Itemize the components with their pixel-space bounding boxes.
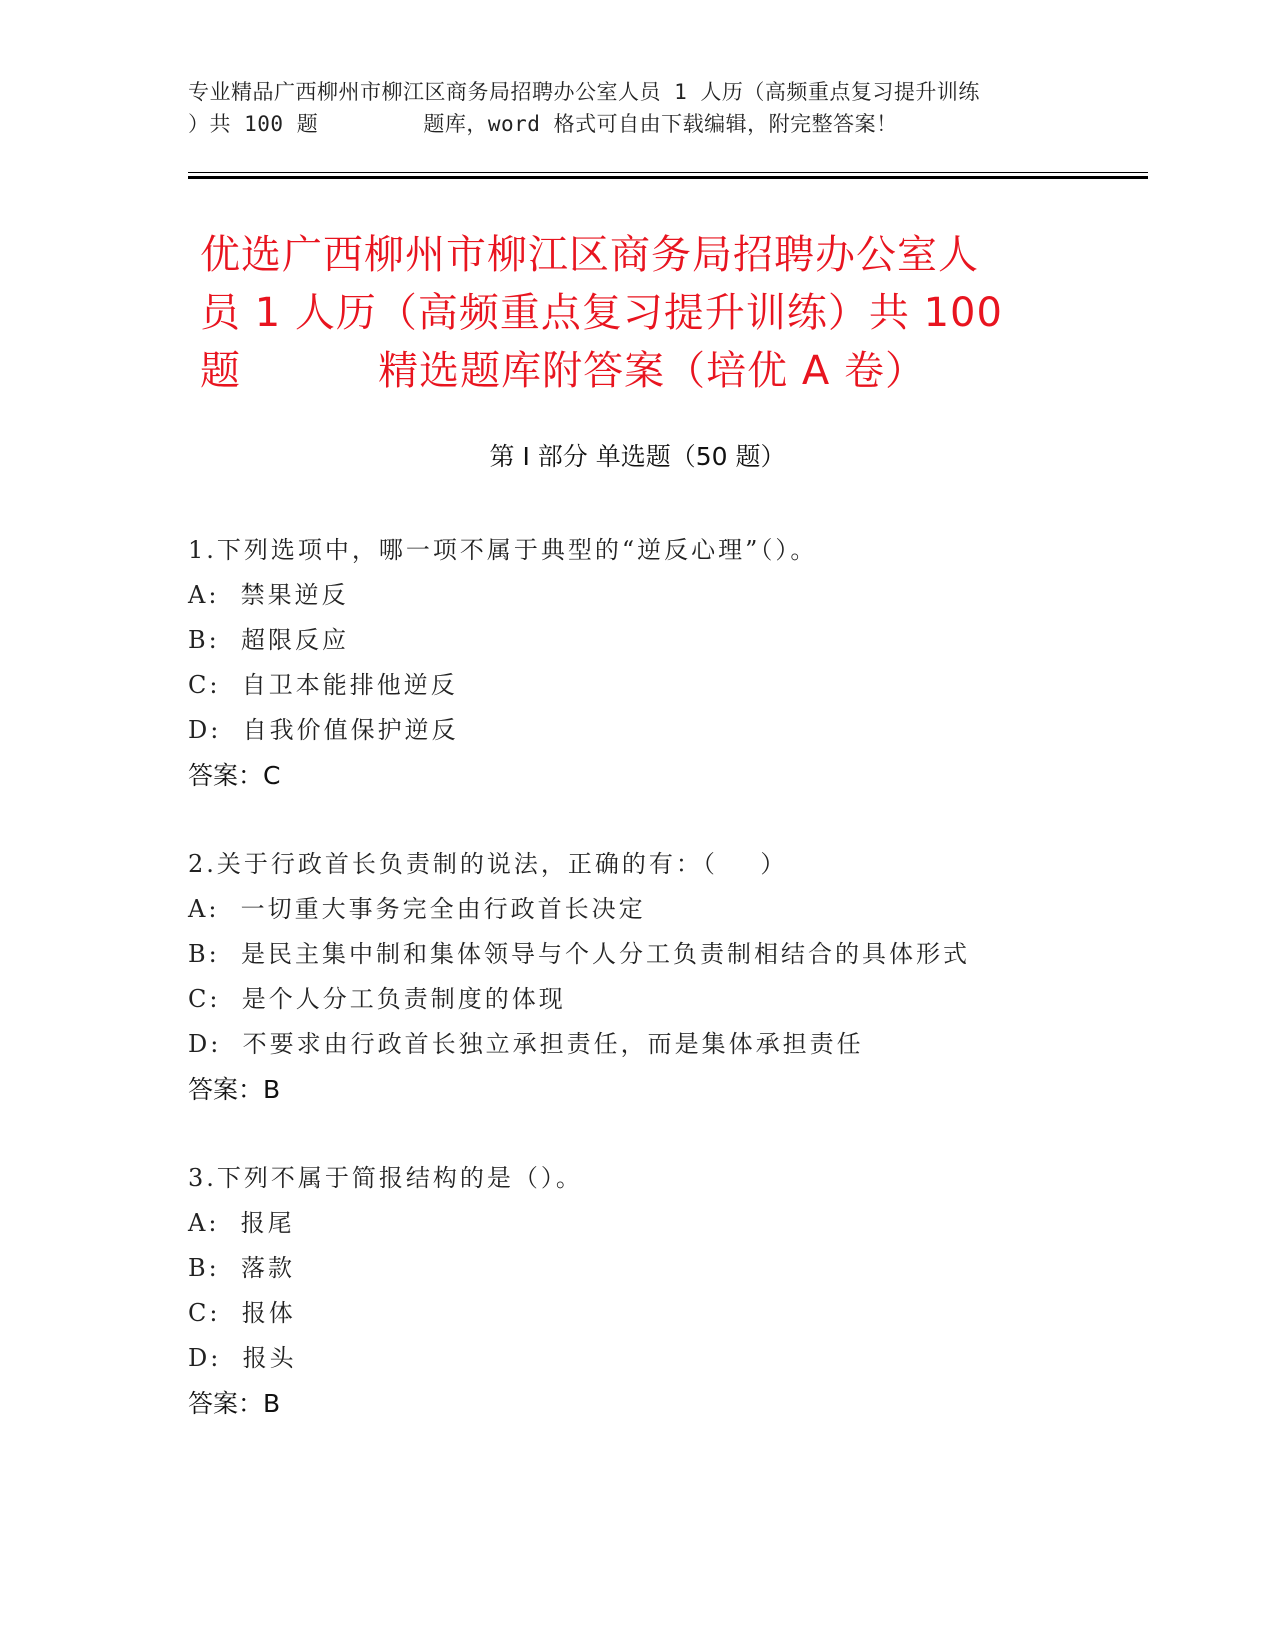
question-list bbox=[188, 528, 1148, 1470]
question-3 bbox=[188, 1156, 1148, 1426]
question-2 bbox=[188, 842, 1148, 1112]
answer: 答案：C bbox=[188, 761, 281, 790]
option-d: D: 不要求由行政首长独立承担责任，而是集体承担责任 bbox=[188, 1030, 864, 1058]
document-title bbox=[200, 226, 1100, 400]
header-divider-thick bbox=[188, 176, 1148, 179]
header-divider-thin bbox=[188, 172, 1148, 173]
question-stem: 3.下列不属于简报结构的是（）。 bbox=[188, 1164, 583, 1192]
option-a: A: 一切重大事务完全由行政首长决定 bbox=[188, 895, 646, 923]
question-stem: 1.下列选项中，哪一项不属于典型的“逆反心理”（）。 bbox=[188, 536, 818, 564]
header-note bbox=[188, 76, 1088, 140]
header-note-line-1: 专业精品广西柳州市柳江区商务局招聘办公室人员 1 人历（高频重点复习提升训练 bbox=[188, 80, 980, 104]
option-d: D: 自我价值保护逆反 bbox=[188, 716, 459, 744]
question-1 bbox=[188, 528, 1148, 798]
header-note-line-2: ）共 100 题 题库，word 格式可自由下载编辑，附完整答案！ bbox=[188, 112, 898, 136]
option-c: C: 报体 bbox=[188, 1299, 296, 1327]
answer: 答案：B bbox=[188, 1389, 281, 1418]
title-line-1: 优选广西柳州市柳江区商务局招聘办公室人 bbox=[200, 232, 979, 278]
option-a: A: 报尾 bbox=[188, 1209, 295, 1237]
option-b: B: 落款 bbox=[188, 1254, 295, 1282]
option-b: B: 超限反应 bbox=[188, 626, 349, 654]
answer: 答案：B bbox=[188, 1075, 281, 1104]
option-b: B: 是民主集中制和集体领导与个人分工负责制相结合的具体形式 bbox=[188, 940, 970, 968]
option-d: D: 报头 bbox=[188, 1344, 297, 1372]
title-line-2: 员 1 人历（高频重点复习提升训练）共 100 bbox=[200, 290, 1003, 336]
title-line-3: 题 精选题库附答案（培优 A 卷） bbox=[200, 348, 926, 394]
option-c: C: 自卫本能排他逆反 bbox=[188, 671, 458, 699]
option-c: C: 是个人分工负责制度的体现 bbox=[188, 985, 566, 1013]
question-stem: 2.关于行政首长负责制的说法，正确的有：（ ） bbox=[188, 850, 788, 878]
option-a: A: 禁果逆反 bbox=[188, 581, 349, 609]
section-title: 第 I 部分 单选题（50 题） bbox=[489, 442, 786, 471]
